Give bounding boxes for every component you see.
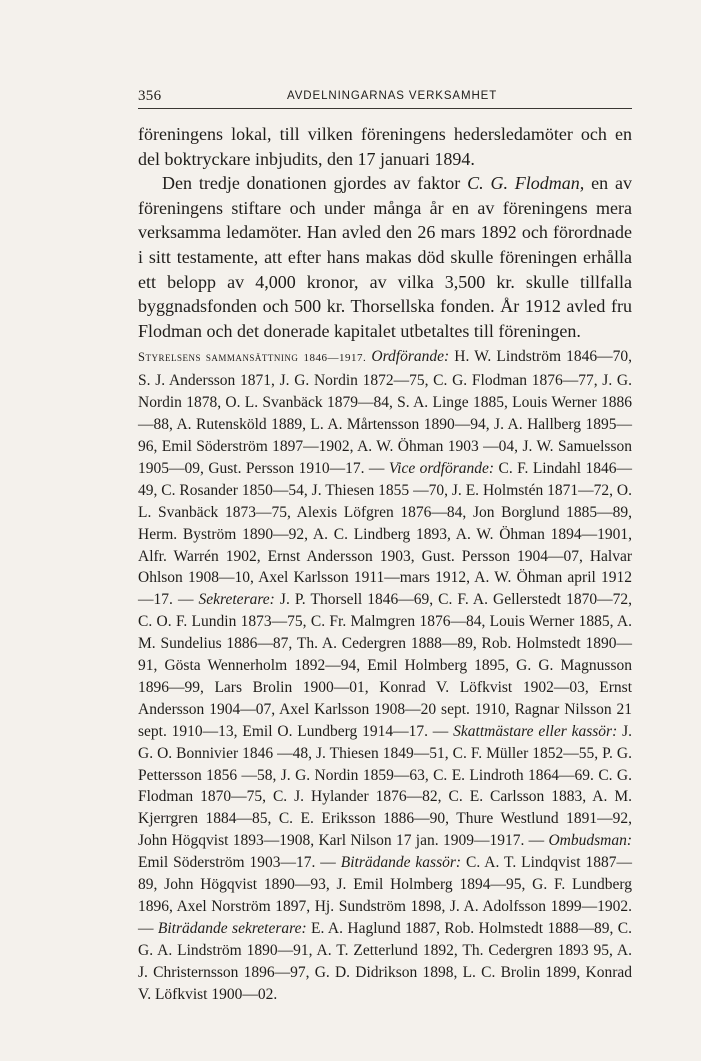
donor-name: C. G. Flodman, <box>467 173 585 194</box>
role-list-vice-ordforande: C. F. Lindahl 1846—49, C. Rosander 1850—54, J. Thiesen 1855 —70, J. E. Holmstén 1871—72, O. L. Svanbäck 1873—75, Alexis Löfgren 1876—84, Jon Borglund 1885—89, Herm. Byström 1890—92, A. C. Lindberg 1893, A. W. Öhman 1894—1901, Alfr. Warrén 1902, Ernst Andersson 1903, Gust. Persson 1904—07, Halvar Ohlson 1908—10, Axel Karlsson 1911—mars 1912, A. W. Öhman april 1912—17. — <box>138 459 632 609</box>
board-years: 1846—1917. <box>303 352 367 365</box>
paragraph-text: en av föreningens stiftare och under många år en av föreningens mera verksamma ledamöter. Han avled den 26 mars 1892 och förordnade i sitt testamente, att efter hans makas död skulle föreningen erhålla ett belopp av 4,000 kronor, av vilka 3,500 kr. skulle tillfalla byggnadsfonden och 500 kr. Thorsellska fonden. År 1912 avled fru Flodman och det donerade kapitalet utbetaltes till föreningen. <box>138 173 633 341</box>
role-list-ordforande: H. W. Lindström 1846—70, S. J. Andersson 1871, J. G. Nordin 1872—75, C. G. Flodman 1876—77, J. G. Nordin 1878, O. L. Svanbäck 1879—84, S. A. Linge 1885, Louis Werner 1886—88, A. Rutensköld 1889, L. A. Mårtensson 1890—94, J. A. Hallberg 1895—96, Emil Söderström 1897—1902, A. W. Öhman 1903 —04, J. W. Samuelsson 1905—09, Gust. Persson 1910—17. — <box>138 348 633 477</box>
role-label-bitradande-kassor: Biträdande kassör: <box>340 854 462 872</box>
page-header <box>138 88 632 109</box>
role-label-vice-ordforande: Vice ordförande: <box>388 459 495 477</box>
role-list-bitradande-sekreterare: E. A. Haglund 1887, Rob. Holmstedt 1888—89, C. G. A. Lindström 1890—91, A. T. Zetterlund 1892, Th. Cedergren 1893 95, A. J. Christernsson 1896—97, G. D. Didrikson 1898, L. C. Brolin 1899, Konrad V. Löfkvist 1900—02. <box>138 919 632 1003</box>
board-heading: Styrelsens sammansättning <box>138 350 299 365</box>
role-list-bitradande-kassor: C. A. T. Lindqvist 1887—89, John Högqvist 1890—93, J. Emil Holmberg 1894—95, G. F. Lundberg 1896, Axel Norström 1897, Hj. Sundström 1898, J. A. Adolfsson 1899—1902. — <box>138 854 633 937</box>
role-label-ordforande: Ordförande: <box>371 348 450 366</box>
paragraph-text: föreningens lokal, till vilken föreningens hedersledamöter och en del boktryckare inbjudits, den 17 januari 1894. <box>138 124 632 169</box>
role-list-kassor: J. G. O. Bonnivier 1846 —48, J. Thiesen 1849—51, C. F. Müller 1852—55, P. G. Pettersson 1856 —58, J. G. Nordin 1859—63, C. E. Lindroth 1864—69. C. G. Flodman 1870—75, C. J. Hylander 1876—82, C. E. Carlsson 1883, A. M. Kjerrgren 1884—85, C. E. Eriksson 1886—90, Thure Westlund 1891—92, John Högqvist 1893—1908, Karl Nilson 17 jan. 1909—1917. — <box>138 722 632 850</box>
role-label-bitradande-sekreterare: Biträdande sekreterare: <box>157 919 307 937</box>
paragraph-flodman-donation <box>138 171 632 343</box>
running-head: AVDELNINGARNAS VERKSAMHET <box>287 90 498 102</box>
role-list-sekreterare: J. P. Thorsell 1846—69, C. F. A. Gellerstedt 1870—72, C. O. F. Lundin 1873—75, C. Fr. Malmgren 1876—84, Louis Werner 1885, A. M. Sundelius 1886—87, Th. A. Cedergren 1888—89, Rob. Holmstedt 1890—91, Gösta Wennerholm 1892—94, Emil Holmberg 1895, G. G. Magnusson 1896—99, Lars Brolin 1900—01, Konrad V. Löfkvist 1902—03, Ernst Andersson 1904—07, Axel Karlsson 1908—20 sept. 1910, Ragnar Nilsson 21 sept. 1910—13, Emil O. Lundberg 1914—17. — <box>138 591 632 740</box>
role-list-ombudsman: Emil Söderström 1903—17. — <box>138 854 341 872</box>
role-label-sekreterare: Sekreterare: <box>198 591 275 609</box>
role-label-kassor: Skattmästare eller kassör: <box>453 722 618 740</box>
board-composition <box>138 346 632 1005</box>
paragraph-text: Den tredje donationen gjordes av faktor <box>162 173 468 194</box>
role-label-ombudsman: Ombudsman: <box>548 832 632 850</box>
paragraph-continuation <box>138 122 632 171</box>
page-number: 356 <box>138 88 162 104</box>
page-body <box>138 122 632 1006</box>
